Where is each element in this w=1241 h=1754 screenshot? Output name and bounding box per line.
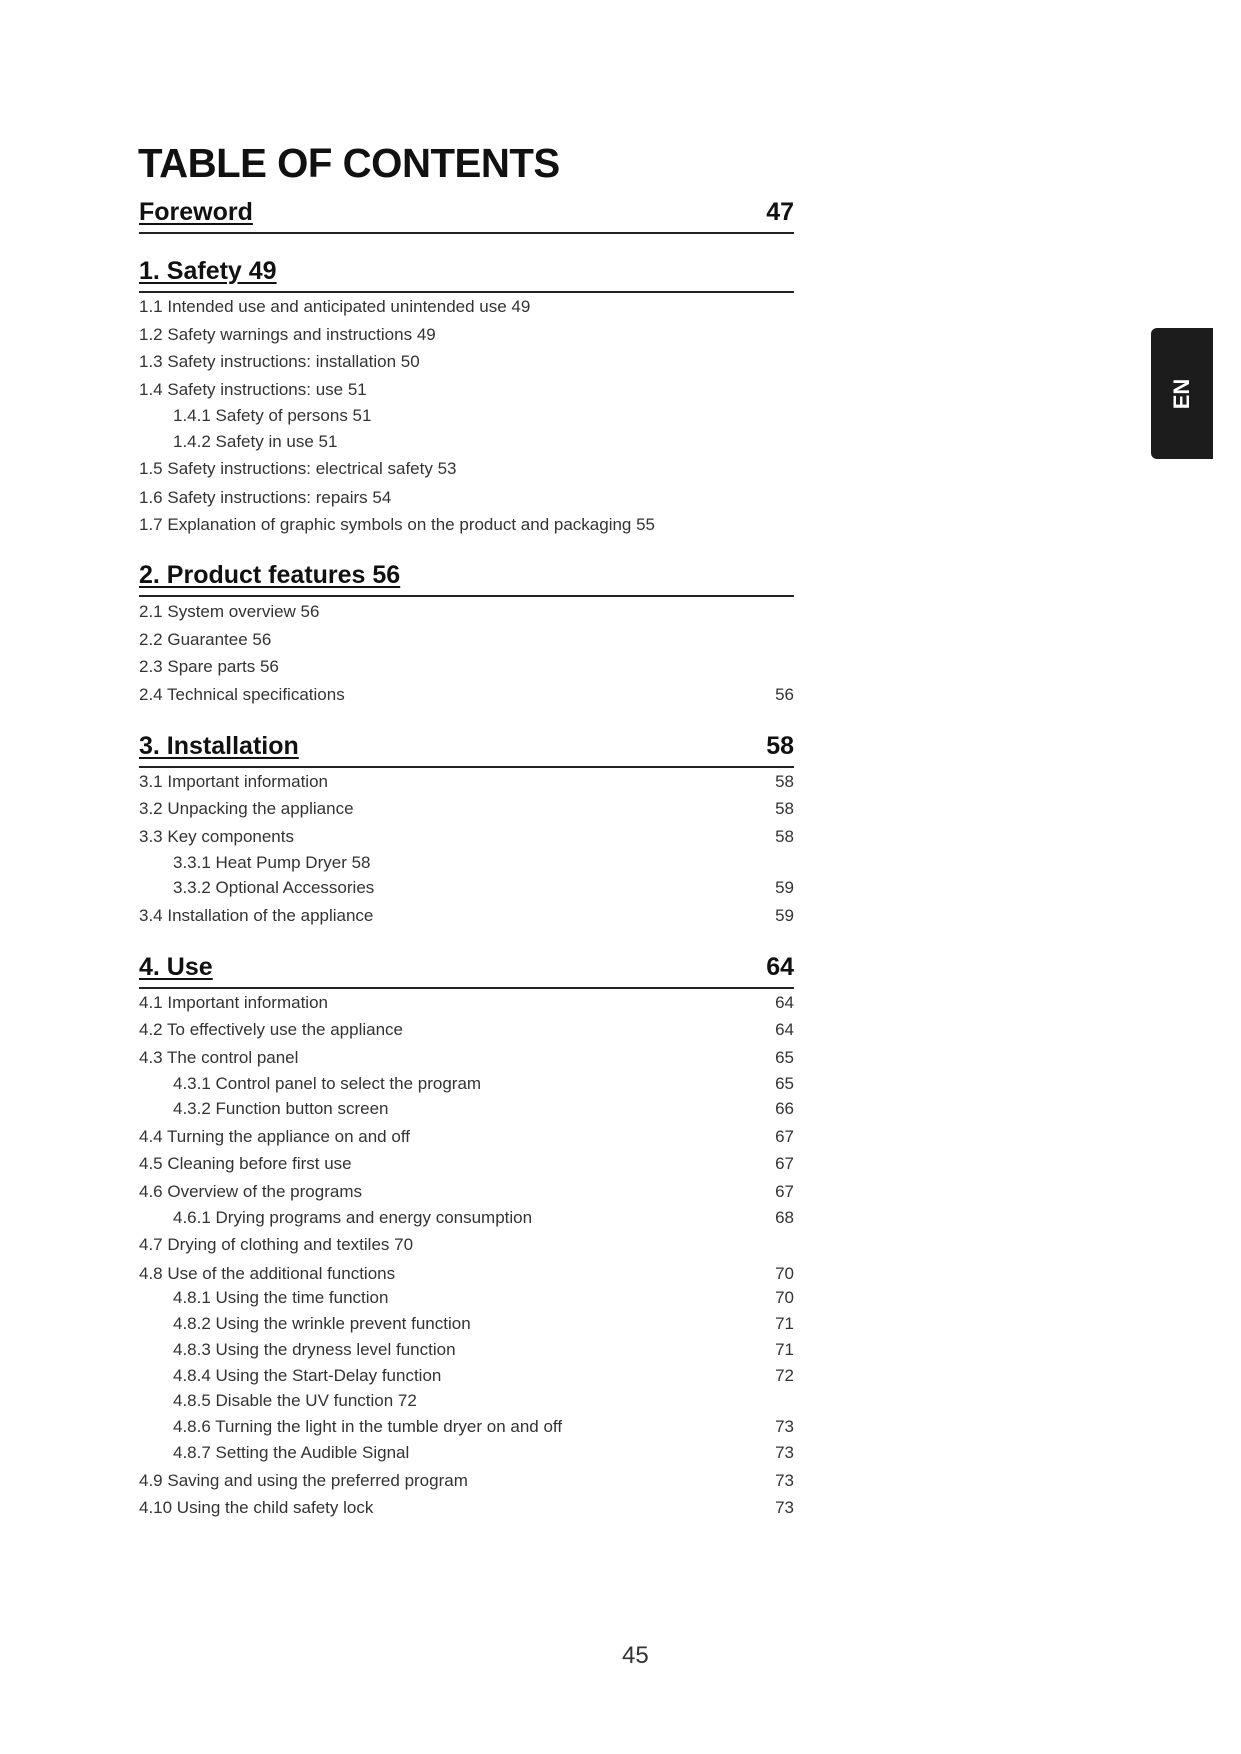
toc-entry-label: 1.1 Intended use and anticipated unintended use 49 — [139, 296, 531, 316]
toc-entry — [139, 685, 794, 711]
toc-entry-page: 73 — [775, 1498, 794, 1518]
toc-entry-label: 4.2 To effectively use the appliance — [139, 1019, 403, 1039]
toc-section-heading — [139, 732, 794, 768]
toc-entry-label: 4.9 Saving and using the preferred program — [139, 1471, 468, 1491]
toc-entry — [139, 380, 794, 406]
toc-entry-label: 1.6 Safety instructions: repairs 54 — [139, 487, 392, 507]
toc-entry-page: 72 — [775, 1366, 794, 1386]
toc-entry-label: 2. Product features 56 — [139, 561, 401, 590]
toc-entry-label: 3.1 Important information — [139, 771, 328, 791]
toc-entry-page: 66 — [775, 1098, 794, 1118]
toc-entry-label: 3.2 Unpacking the appliance — [139, 798, 354, 818]
toc-entry — [139, 1417, 794, 1443]
toc-entry-label: 1. Safety 49 — [139, 256, 277, 285]
toc-entry — [139, 1443, 794, 1469]
toc-entry-page: 65 — [775, 1048, 794, 1068]
toc-entry-label: 4.8.3 Using the dryness level function — [173, 1340, 456, 1360]
toc-entry — [139, 488, 794, 514]
toc-entry-label: 2.2 Guarantee 56 — [139, 629, 272, 649]
toc-entry-page: 64 — [775, 1019, 794, 1039]
toc-entry-label: 4.8.6 Turning the light in the tumble dryer on and off — [173, 1417, 563, 1437]
toc-entry-page: 59 — [775, 906, 794, 926]
toc-entry-label: 3.4 Installation of the appliance — [139, 906, 374, 926]
page-title: TABLE OF CONTENTS — [138, 140, 560, 186]
toc-entry-page: 67 — [775, 1154, 794, 1174]
toc-entry-label: 4.8.4 Using the Start-Delay function — [173, 1366, 442, 1386]
toc-entry-page: 73 — [775, 1442, 794, 1462]
toc-entry — [139, 1314, 794, 1340]
toc-entry-page: 65 — [775, 1074, 794, 1094]
toc-entry-label: 4.6 Overview of the programs — [139, 1182, 362, 1202]
toc-entry-label: 3.3 Key components — [139, 827, 294, 847]
toc-entry-label: 4.3 The control panel — [139, 1048, 299, 1068]
toc-entry — [139, 1340, 794, 1366]
toc-entry-label: 4.10 Using the child safety lock — [139, 1498, 374, 1518]
toc-entry-label: 4.7 Drying of clothing and textiles 70 — [139, 1235, 414, 1255]
toc-entry — [139, 630, 794, 656]
toc-entry-label: 1.3 Safety instructions: installation 50 — [139, 352, 420, 372]
toc-entry-label: 4.4 Turning the appliance on and off — [139, 1127, 410, 1147]
toc-entry-page: 68 — [775, 1208, 794, 1228]
toc-entry — [139, 1288, 794, 1314]
toc-entry-page: 64 — [775, 992, 794, 1012]
language-tab — [1151, 328, 1213, 459]
toc-entry — [139, 297, 794, 323]
toc-entry-page: 67 — [775, 1127, 794, 1147]
toc-entry-page: 73 — [775, 1471, 794, 1491]
toc-entry-page: 58 — [775, 771, 794, 791]
page-number: 45 — [622, 1642, 649, 1669]
toc-entry — [139, 1127, 794, 1153]
toc-entry — [139, 325, 794, 351]
toc-entry — [139, 853, 794, 879]
toc-entry — [139, 406, 794, 432]
toc-entry — [139, 799, 794, 825]
toc-entry-page: 73 — [775, 1417, 794, 1437]
toc-entry-label: 4.6.1 Drying programs and energy consumption — [173, 1208, 533, 1228]
toc-entry — [139, 1074, 794, 1100]
toc-entry — [139, 1391, 794, 1417]
toc-entry-label: 4.3.1 Control panel to select the program — [173, 1074, 482, 1094]
toc-entry — [139, 1182, 794, 1208]
toc-entry — [139, 878, 794, 904]
toc-entry — [139, 602, 794, 628]
toc-entry — [139, 1099, 794, 1125]
toc-entry — [139, 432, 794, 458]
toc-entry-label: 4.5 Cleaning before first use — [139, 1154, 352, 1174]
toc-entry-label: 4. Use — [139, 952, 213, 981]
toc-entry-page: 58 — [775, 798, 794, 818]
toc-entry-label: 4.3.2 Function button screen — [173, 1098, 389, 1118]
toc-entry-label: 3. Installation — [139, 731, 299, 760]
toc-entry — [139, 1208, 794, 1234]
toc-entry — [139, 993, 794, 1019]
toc-section-heading — [139, 257, 794, 293]
toc-entry-label: 2.1 System overview 56 — [139, 601, 320, 621]
toc-entry-label: 4.8.1 Using the time function — [173, 1288, 389, 1308]
toc-entry — [139, 1498, 794, 1524]
toc-entry-label: 3.3.2 Optional Accessories — [173, 877, 375, 897]
toc-section-heading — [139, 953, 794, 989]
toc-entry — [139, 1366, 794, 1392]
toc-entry — [139, 657, 794, 683]
toc-entry-label: 1.4 Safety instructions: use 51 — [139, 380, 367, 400]
toc-entry-page: 59 — [775, 877, 794, 897]
toc-entry-page: 47 — [766, 197, 794, 226]
toc-entry — [139, 906, 794, 932]
toc-entry-page: 58 — [775, 827, 794, 847]
toc-entry-label: 2.4 Technical specifications — [139, 684, 345, 704]
toc-section-heading — [139, 561, 794, 597]
toc-entry-page: 71 — [775, 1340, 794, 1360]
toc-entry-label: 1.7 Explanation of graphic symbols on the product and packaging 55 — [139, 514, 656, 534]
toc-entry-page: 58 — [766, 731, 794, 760]
toc-entry-label: 1.4.2 Safety in use 51 — [173, 432, 338, 452]
toc-entry-page: 70 — [775, 1263, 794, 1283]
toc-entry — [139, 1154, 794, 1180]
toc-entry-label: 4.8.5 Disable the UV function 72 — [173, 1391, 417, 1411]
toc-entry — [139, 1020, 794, 1046]
toc-entry-page: 70 — [775, 1288, 794, 1308]
toc-entry — [139, 1235, 794, 1261]
toc-entry-label: 4.8.2 Using the wrinkle prevent function — [173, 1314, 471, 1334]
toc-entry-page: 71 — [775, 1314, 794, 1334]
toc-entry — [139, 459, 794, 485]
toc-entry-label: Foreword — [139, 197, 253, 226]
toc-entry — [139, 1471, 794, 1497]
toc-entry-label: 2.3 Spare parts 56 — [139, 656, 279, 676]
toc-entry — [139, 1048, 794, 1074]
language-tab-label: EN — [1169, 378, 1194, 409]
toc-entry — [139, 1264, 794, 1290]
toc-entry-page: 64 — [766, 952, 794, 981]
toc-entry — [139, 827, 794, 853]
toc-entry — [139, 515, 794, 541]
toc-entry-label: 4.8 Use of the additional functions — [139, 1263, 396, 1283]
toc-entry-page: 56 — [775, 684, 794, 704]
toc-entry-label: 1.5 Safety instructions: electrical safety 53 — [139, 459, 457, 479]
toc-entry-label: 1.4.1 Safety of persons 51 — [173, 406, 372, 426]
toc-entry-label: 1.2 Safety warnings and instructions 49 — [139, 325, 436, 345]
toc-entry-label: 3.3.1 Heat Pump Dryer 58 — [173, 853, 371, 873]
toc-entry-label: 4.1 Important information — [139, 992, 328, 1012]
toc-entry — [139, 772, 794, 798]
toc-entry — [139, 352, 794, 378]
toc-entry-label: 4.8.7 Setting the Audible Signal — [173, 1442, 410, 1462]
toc-section-heading — [139, 198, 794, 234]
toc-entry-page: 67 — [775, 1182, 794, 1202]
